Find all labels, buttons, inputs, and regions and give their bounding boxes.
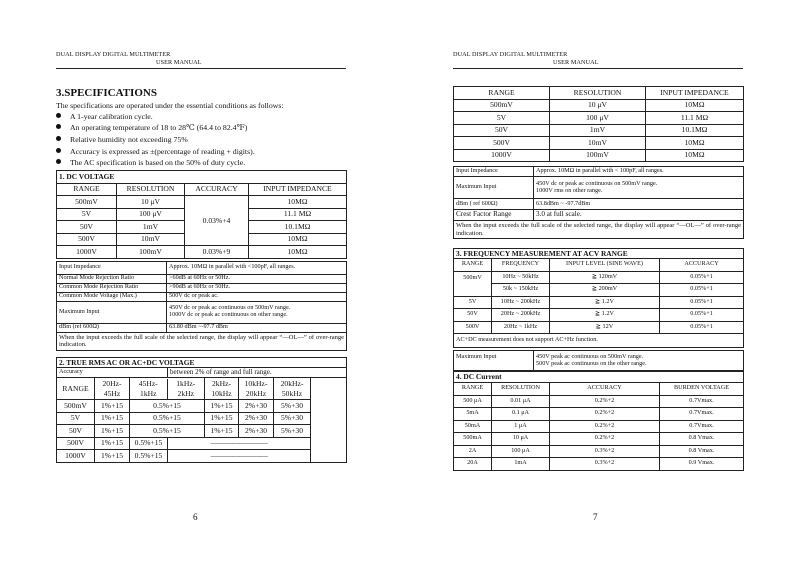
header-cell: RANGE xyxy=(57,183,117,196)
table-row: 500V 10mV 10MΩ xyxy=(57,233,347,246)
dc-voltage-table xyxy=(56,170,347,259)
table-header-row: RANGE FREQUENCY INPUT LEVEL (SINE WAVE) ACCURACY xyxy=(454,259,744,272)
table-row: 50k ~ 150kHz ≧ 200mV 0.05%+1 xyxy=(454,284,744,297)
header-title: DUAL DISPLAY DIGITAL MULTIMETER xyxy=(453,51,568,58)
table-header-row xyxy=(57,183,347,196)
table-row: 1000V 100mV 0.03%+9 10MΩ xyxy=(57,246,347,259)
header-cell: RESOLUTION xyxy=(117,183,185,196)
bullet-icon xyxy=(56,136,61,141)
table-row: 50V 1mV 10.1MΩ xyxy=(57,221,347,234)
table-header-row: RANGE RESOLUTION ACCURACY BURDEN VOLTAGE xyxy=(454,383,744,396)
bullet-item: An operating temperature of 18 to 28℃ (64.4 to 82.4℉) xyxy=(56,122,247,133)
table-row: 50V 1%+15 0.5%+15 1%+15 2%+30 5%+30 xyxy=(57,425,347,438)
overrange-note: When the input exceeds the full scale of the selected range, the display will appear “—OL—” of over-range indication. xyxy=(57,332,347,350)
page-6 xyxy=(0,0,396,561)
accuracy-merged-cell: 0.03%+4 xyxy=(185,196,249,246)
dc-current-table xyxy=(453,371,744,471)
intro-text: The specifications are operated under the essential conditions as follows: xyxy=(56,101,284,110)
note-row: Common Mode Voltage (Max.) 500V dc or peak ac. xyxy=(57,292,347,301)
ac-voltage-table xyxy=(453,86,744,162)
table-header-row: RANGE RESOLUTION INPUT IMPEDANCE xyxy=(454,87,744,100)
dca-title: 4. DC Current xyxy=(454,372,744,383)
table-row: 500mV 10 μV 10MΩ xyxy=(454,99,744,112)
note-row: Maximum Input 450V peak ac continuous on 500mV range. 500V peak ac continuous on the other range. xyxy=(454,351,744,371)
table-row: 5V 100 μV 11.1 MΩ xyxy=(454,112,744,125)
table-header-row: RANGE 20Hz- 45Hz 45Hz- 1kHz 1kHz- 2kHz 2kHz- 10kHz 10kHz- 20kHz 20kHz- 50kHz xyxy=(57,378,347,400)
header-cell: ACCURACY xyxy=(185,183,249,196)
table-row: 500V 1%+15 0.5%+15 ———————— xyxy=(57,437,347,450)
dcv-title: 1. DC VOLTAGE xyxy=(57,171,347,184)
ac-voltage-notes xyxy=(453,166,744,239)
bullet-icon xyxy=(56,159,61,164)
bullet-icon xyxy=(56,113,61,118)
overrange-note: When the input exceeds the full scale of the selected range, the display will appear “—OL—” of over-range indication. xyxy=(454,221,744,239)
table-row: 5V 10Hz ~ 200kHz ≧ 1.2V 0.05%+1 xyxy=(454,296,744,309)
table-row: 500V 10mV 10MΩ xyxy=(454,137,744,150)
table-row: 5mA 0.1 μA 0.2%+2 0.7Vmax. xyxy=(454,408,744,421)
table-row: 1000V 100mV 10MΩ xyxy=(454,149,744,162)
note-row: Crest Factor Range 3.0 at full scale. xyxy=(454,210,744,221)
note-row: Input Impedance Approx. 10MΩ in parallel with < 100pF, all ranges. xyxy=(454,167,744,177)
section-title: 3.SPECIFICATIONS xyxy=(56,87,157,99)
table-row: 2A 100 μA 0.3%+2 0.8 Vmax. xyxy=(454,445,744,458)
table-row: 500mV 1%+15 0.5%+15 1%+15 2%+30 5%+30 xyxy=(57,400,347,413)
table-row: 50V 20Hz ~ 200kHz ≧ 1.2V 0.05%+1 xyxy=(454,309,744,322)
table-row: 5V 100 μV 11.1 MΩ xyxy=(57,208,347,221)
freq-title: 3. FREQUENCY MEASUREMENT AT ACV RANGE xyxy=(454,249,744,259)
note-row: Common Mode Rejection Ratio >90dB at 60Hz or 50Hz. xyxy=(57,283,347,292)
page-header xyxy=(56,51,202,66)
table-row: 50V 1mV 10.1MΩ xyxy=(454,124,744,137)
note-row: dBm (ref 600Ω) 63.80 dBm ~-97.7 dBm xyxy=(57,323,347,332)
bullet-icon xyxy=(56,124,61,129)
accuracy-row: Accuracy between 2% of range and full range. xyxy=(57,368,347,378)
frequency-max-input xyxy=(453,350,744,371)
header-rule xyxy=(56,68,346,69)
table-row: 500mV 10Hz ~ 50kHz ≧ 120mV 0.05%+1 xyxy=(454,271,744,284)
page-number: 7 xyxy=(593,512,598,522)
bullet-item: A 1-year calibration cycle. xyxy=(56,111,153,122)
bullet-item: Relative humidity not exceeding 75% xyxy=(56,134,188,145)
header-subtitle: USER MANUAL xyxy=(553,58,599,66)
note-row: AC+DC measurement does not support AC+Hz function. xyxy=(454,334,744,348)
note-row: Maximum Input 450V dc or peak ac continuous on 500mV range. 1000V dc or peak ac continuous on other range. xyxy=(57,301,347,323)
true-rms-table xyxy=(56,357,347,463)
header-cell: INPUT IMPEDANCE xyxy=(249,183,347,196)
page-header xyxy=(453,51,599,66)
page-7 xyxy=(397,0,793,561)
bullet-icon xyxy=(56,148,61,153)
bullet-item: Accuracy is expressed as ±(percentage of reading + digits). xyxy=(56,146,255,157)
page-number: 6 xyxy=(193,512,198,522)
note-row: Normal Mode Rejection Ratio >60dB at 60Hz or 50Hz. xyxy=(57,274,347,283)
table-row: 500 μA 0.01 μA 0.2%+2 0.7Vmax. xyxy=(454,395,744,408)
table-row: 1000V 1%+15 0.5%+15 ———————— xyxy=(57,450,347,463)
trms-title: 2. TRUE RMS AC OR AC+DC VOLTAGE xyxy=(57,358,347,368)
bullet-item: The AC specification is based on the 50% of duty cycle. xyxy=(56,157,245,168)
note-row xyxy=(454,221,744,239)
note-row xyxy=(57,332,347,350)
table-row: 500V 20Hz ~ 1kHz ≧ 12V 0.05%+1 xyxy=(454,321,744,334)
table-row: 50mA 1 μA 0.2%+2 0.7Vmax. xyxy=(454,420,744,433)
table-row: 20A 1mA 0.3%+2 0.9 Vmax. xyxy=(454,458,744,471)
header-rule xyxy=(453,68,743,69)
note-row: dBm ( ref 600Ω) 63.8dBm ~ -97.7dBm xyxy=(454,199,744,210)
frequency-table xyxy=(453,248,744,348)
header-title: DUAL DISPLAY DIGITAL MULTIMETER xyxy=(56,51,171,58)
dc-voltage-notes xyxy=(56,261,347,351)
table-row: 500mA 10 μA 0.2%+2 0.8 Vmax. xyxy=(454,433,744,446)
header-subtitle: USER MANUAL xyxy=(156,58,202,66)
table-row: 500mV 10 μV 0.03%+4 10MΩ xyxy=(57,196,347,209)
note-row: Maximum Input 450V dc or peak ac continuous on 500mV range. 1000V rms on other range. xyxy=(454,177,744,199)
note-row: Input Impedance Approx. 10MΩ in parallel with <100pF, all ranges. xyxy=(57,262,347,275)
table-row: 5V 1%+15 0.5%+15 1%+15 2%+30 5%+30 xyxy=(57,412,347,425)
